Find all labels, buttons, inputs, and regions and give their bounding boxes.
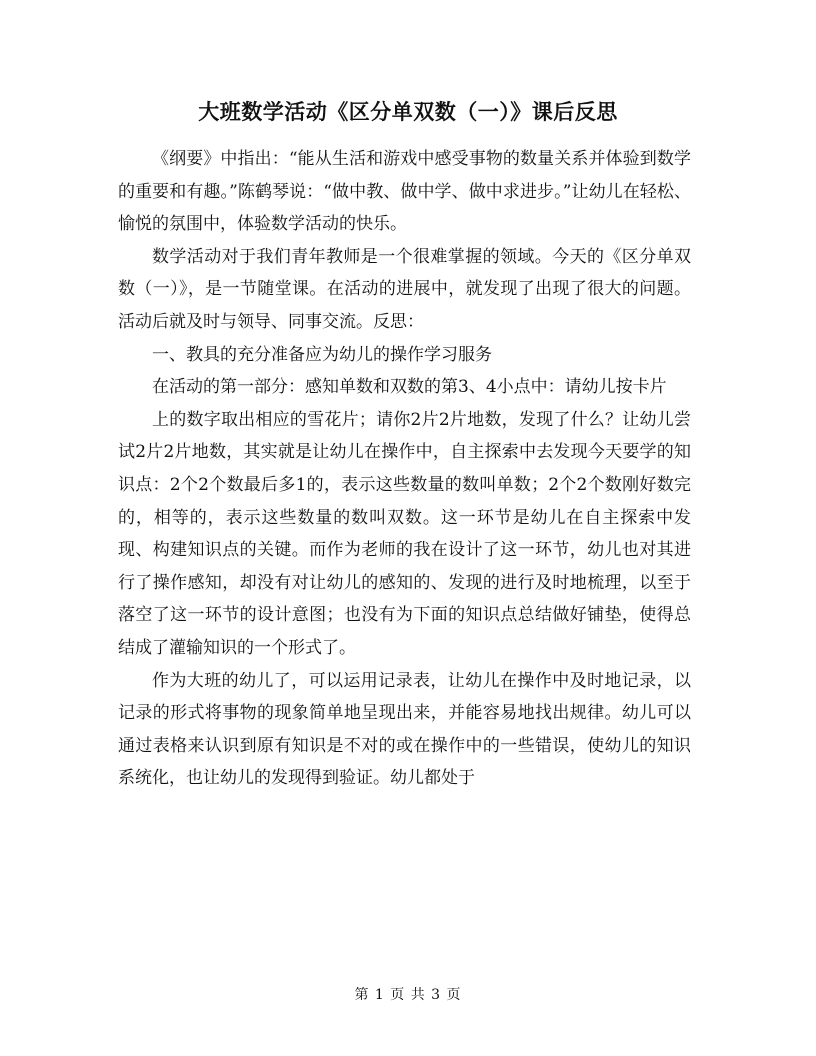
paragraph-activity-part1: 在活动的第一部分：感知单数和双数的第3、4小点中：请幼儿按卡片 — [152, 377, 667, 398]
page-footer: 第 1 页 共 3 页 — [354, 987, 462, 1003]
paragraph-record-table: 作为大班的幼儿了，可以运用记录表，让幼儿在操作中及时地记录，以记录的形式将事物的现象简单地呈现出来，并能容易地找出规律。幼儿可以通过表格来认识到原有知识是不对的或在操作中的一些错误，使幼儿的知识系统化，也让幼儿的发现得到验证。幼儿都处于 — [118, 670, 691, 789]
document-title: 大班数学活动《区分单双数（一）》课后反思 — [198, 99, 618, 124]
section-heading-1: 一、教具的充分准备应为幼儿的操作学习服务 — [152, 344, 492, 365]
paragraph-activity-detail: 上的数字取出相应的雪花片；请你2片2片地数，发现了什么？让幼儿尝试2片2片地数，其实就是让幼儿在操作中，自主探索中去发现今天要学的知识点：2个2个数最后多1的，表示这些数量的数叫单数；2个2个数刚好数完的，相等的，表示这些数量的数叫双数。这一环节是幼儿在自主探索中发现、构建知识点的关键。而作为老师的我在设计了这一环节，幼儿也对其进行了操作感知，却没有对让幼儿的感知的、发现的进行及时地梳理，以至于落空了这一环节的设计意图；也没有为下面的知识点总结做好铺垫，使得总结成了灌输知识的一个形式了。 — [118, 409, 691, 658]
document-body — [118, 143, 691, 795]
paragraph-intro: 数学活动对于我们青年教师是一个很难掌握的领域。今天的《区分单双数（一）》，是一节随堂课。在活动的进展中，就发现了出现了很大的问题。活动后就及时与领导、同事交流。反思： — [118, 246, 691, 332]
paragraph-outline-quote: 《纲要》中指出：“能从生活和游戏中感受事物的数量关系并体验到数学的重要和有趣。”陈鹤琴说：“做中教、做中学、做中求进步。”让幼儿在轻松、愉悦的氛围中，体验数学活动的快乐。 — [118, 149, 691, 235]
